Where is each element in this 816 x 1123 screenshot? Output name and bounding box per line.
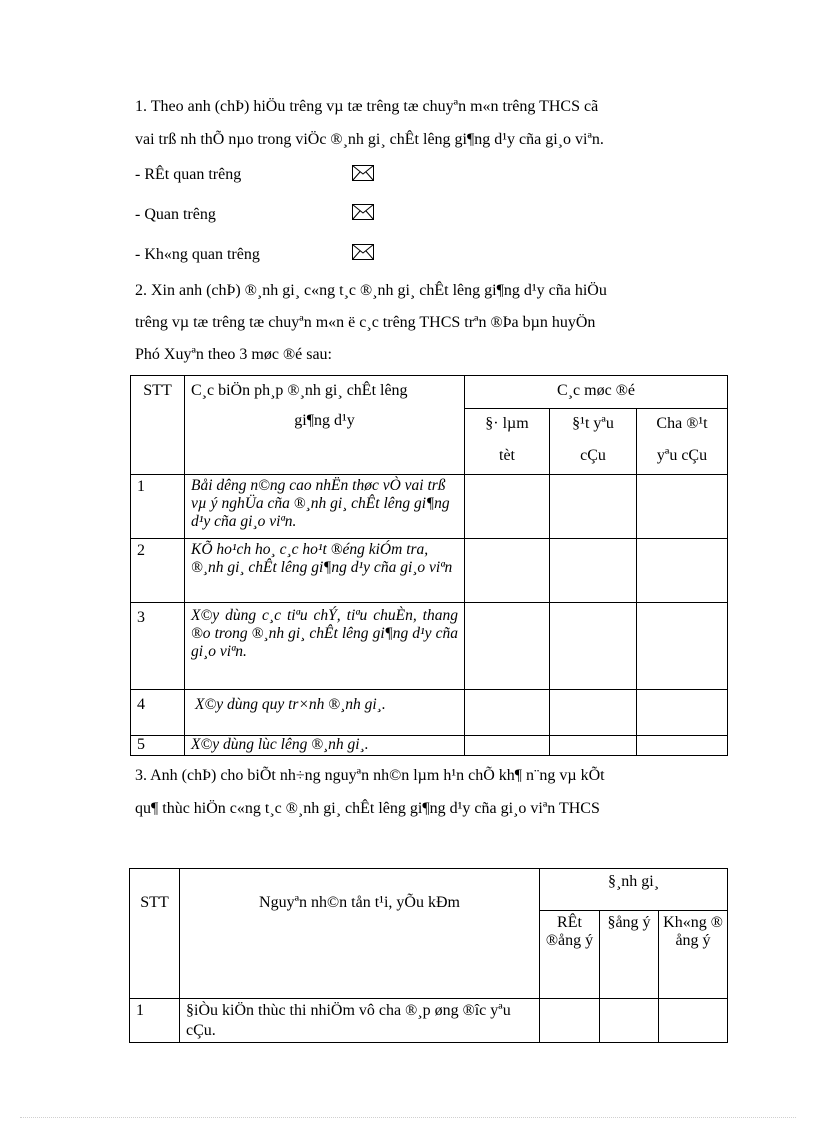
- table2-row-1-cell-strongly-agree[interactable]: [540, 999, 600, 1043]
- table2-header-stt: STT: [130, 869, 180, 999]
- q2-line-1: 2. Xin anh (chÞ) ®¸nh gi¸ c«ng t¸c ®¸nh gi¸ chÊt lêng gi¶ng d¹y cña hiÖu: [135, 282, 607, 299]
- q2-line-2: trêng vµ tæ trêng tæ chuyªn m«n ë c¸c trêng THCS trªn ®Þa bµn huyÖn: [135, 314, 596, 331]
- table2-header-agree: §ång ý: [600, 911, 659, 999]
- table1-row-5-cell-not-meets[interactable]: [637, 736, 728, 756]
- table1-header-measures-line-2: gi¶ng d¹y: [294, 412, 355, 429]
- table1-header-level-good-a: §· lµm: [485, 415, 529, 432]
- table1-header-measures-line-1: C¸c biÖn ph¸p ®¸nh gi¸ chÊt lêng: [191, 382, 408, 399]
- table1-row-2-cell-good[interactable]: [465, 539, 550, 603]
- table1-header-measures: [185, 376, 465, 475]
- table1-header-levels: C¸c møc ®é: [465, 376, 728, 409]
- checkbox-icon[interactable]: [352, 204, 374, 220]
- q1-line-1: 1. Theo anh (chÞ) hiÖu trêng vµ tæ trêng tæ chuyªn m«n trêng THCS cã: [135, 98, 599, 115]
- table-row: [131, 603, 728, 690]
- table2-header-disagree: Kh«ng ®ång ý: [659, 911, 728, 999]
- table1-row-3-text: X©y dùng c¸c tiªu chÝ, tiªu chuÈn, thang ®o trong ®¸nh gi¸ chÊt lêng gi¶ng d¹y cña gi¸o viªn.: [185, 603, 465, 690]
- causes-table: [129, 868, 728, 1043]
- table-row: [130, 999, 728, 1043]
- table1-row-5-cell-good[interactable]: [465, 736, 550, 756]
- table1-header-level-good-b: tèt: [499, 447, 515, 464]
- table2-row-1-cell-disagree[interactable]: [659, 999, 728, 1043]
- table2-header-eval: §¸nh gi¸: [540, 869, 728, 911]
- table1-row-5-cell-meets[interactable]: [550, 736, 637, 756]
- table1-header-level-not-meets: [637, 409, 728, 475]
- table1-row-2-text: KÕ ho¹ch ho¸ c¸c ho¹t ®éng kiÓm tra, ®¸nh gi¸ chÊt lêng gi¶ng d¹y cña gi¸o viªn: [185, 539, 465, 603]
- table1-header-stt: STT: [131, 376, 185, 475]
- table1-header-level-not-meets-a: Cha ®¹t: [656, 415, 708, 432]
- table-row: [131, 690, 728, 736]
- table2-row-1-cell-agree[interactable]: [600, 999, 659, 1043]
- table2-header-strongly-agree: RÊt ®ång ý: [540, 911, 600, 999]
- table1-row-1-num: 1: [131, 475, 185, 539]
- table1-row-3-num: 3: [131, 603, 185, 690]
- table1-row-1-cell-meets[interactable]: [550, 475, 637, 539]
- table1-header-level-meets: [550, 409, 637, 475]
- q2-line-3: Phó Xuyªn theo 3 møc ®é sau:: [135, 346, 332, 363]
- q3-line-1: 3. Anh (chÞ) cho biÕt nh÷ng nguyªn nh©n lµm h¹n chÕ kh¶ n¨ng vµ kÕt: [135, 767, 605, 784]
- measures-table: [130, 375, 728, 756]
- table1-row-2-cell-meets[interactable]: [550, 539, 637, 603]
- option-important: - Quan trêng: [135, 206, 216, 223]
- checkbox-icon[interactable]: [352, 165, 374, 181]
- q3-line-2: qu¶ thùc hiÖn c«ng t¸c ®¸nh gi¸ chÊt lêng gi¶ng d¹y cña gi¸o viªn THCS: [135, 800, 600, 817]
- table1-row-5-num: 5: [131, 736, 185, 756]
- table2-header-cause: Nguyªn nh©n tån t¹i, yÕu kÐm: [180, 869, 540, 999]
- table1-row-5-text: X©y dùng lùc lêng ®¸nh gi¸.: [185, 736, 465, 756]
- table1-header-level-good: [465, 409, 550, 475]
- table1-row-4-cell-good[interactable]: [465, 690, 550, 736]
- table1-row-1-cell-good[interactable]: [465, 475, 550, 539]
- page-bottom-divider: [20, 1117, 796, 1118]
- table1-row-1-cell-not-meets[interactable]: [637, 475, 728, 539]
- table1-header-level-not-meets-b: yªu cÇu: [656, 447, 708, 464]
- table1-row-1-text: Båi dêng n©ng cao nhËn thøc vÒ vai trß vµ ý nghÜa cña ®¸nh gi¸ chÊt lêng gi¶ng d¹y cña gi¸o viªn.: [185, 475, 465, 539]
- table1-header-level-meets-b: cÇu: [580, 447, 606, 464]
- table1-row-4-cell-not-meets[interactable]: [637, 690, 728, 736]
- q1-line-2: vai trß nh thÕ nµo trong viÖc ®¸nh gi¸ chÊt lêng gi¶ng d¹y cña gi¸o viªn.: [135, 131, 604, 148]
- table1-row-4-cell-meets[interactable]: [550, 690, 637, 736]
- table1-header-level-meets-a: §¹t yªu: [572, 415, 614, 432]
- table2-row-1-text: §iÒu kiÖn thùc thi nhiÖm vô cha ®¸p øng ®îc yªu cÇu.: [180, 999, 540, 1043]
- table1-row-4-num: 4: [131, 690, 185, 736]
- table1-row-3-cell-meets[interactable]: [550, 603, 637, 690]
- table-row: [131, 475, 728, 539]
- table1-row-4-text: X©y dùng quy tr×nh ®¸nh gi¸.: [185, 690, 465, 736]
- table1-row-2-num: 2: [131, 539, 185, 603]
- option-not-important: - Kh«ng quan trêng: [135, 246, 260, 263]
- table1-row-3-cell-good[interactable]: [465, 603, 550, 690]
- table-row: [131, 736, 728, 756]
- table1-row-2-cell-not-meets[interactable]: [637, 539, 728, 603]
- table-row: [131, 539, 728, 603]
- checkbox-icon[interactable]: [352, 244, 374, 260]
- table2-row-1-num: 1: [130, 999, 180, 1043]
- table1-row-3-cell-not-meets[interactable]: [637, 603, 728, 690]
- option-very-important: - RÊt quan trêng: [135, 166, 242, 183]
